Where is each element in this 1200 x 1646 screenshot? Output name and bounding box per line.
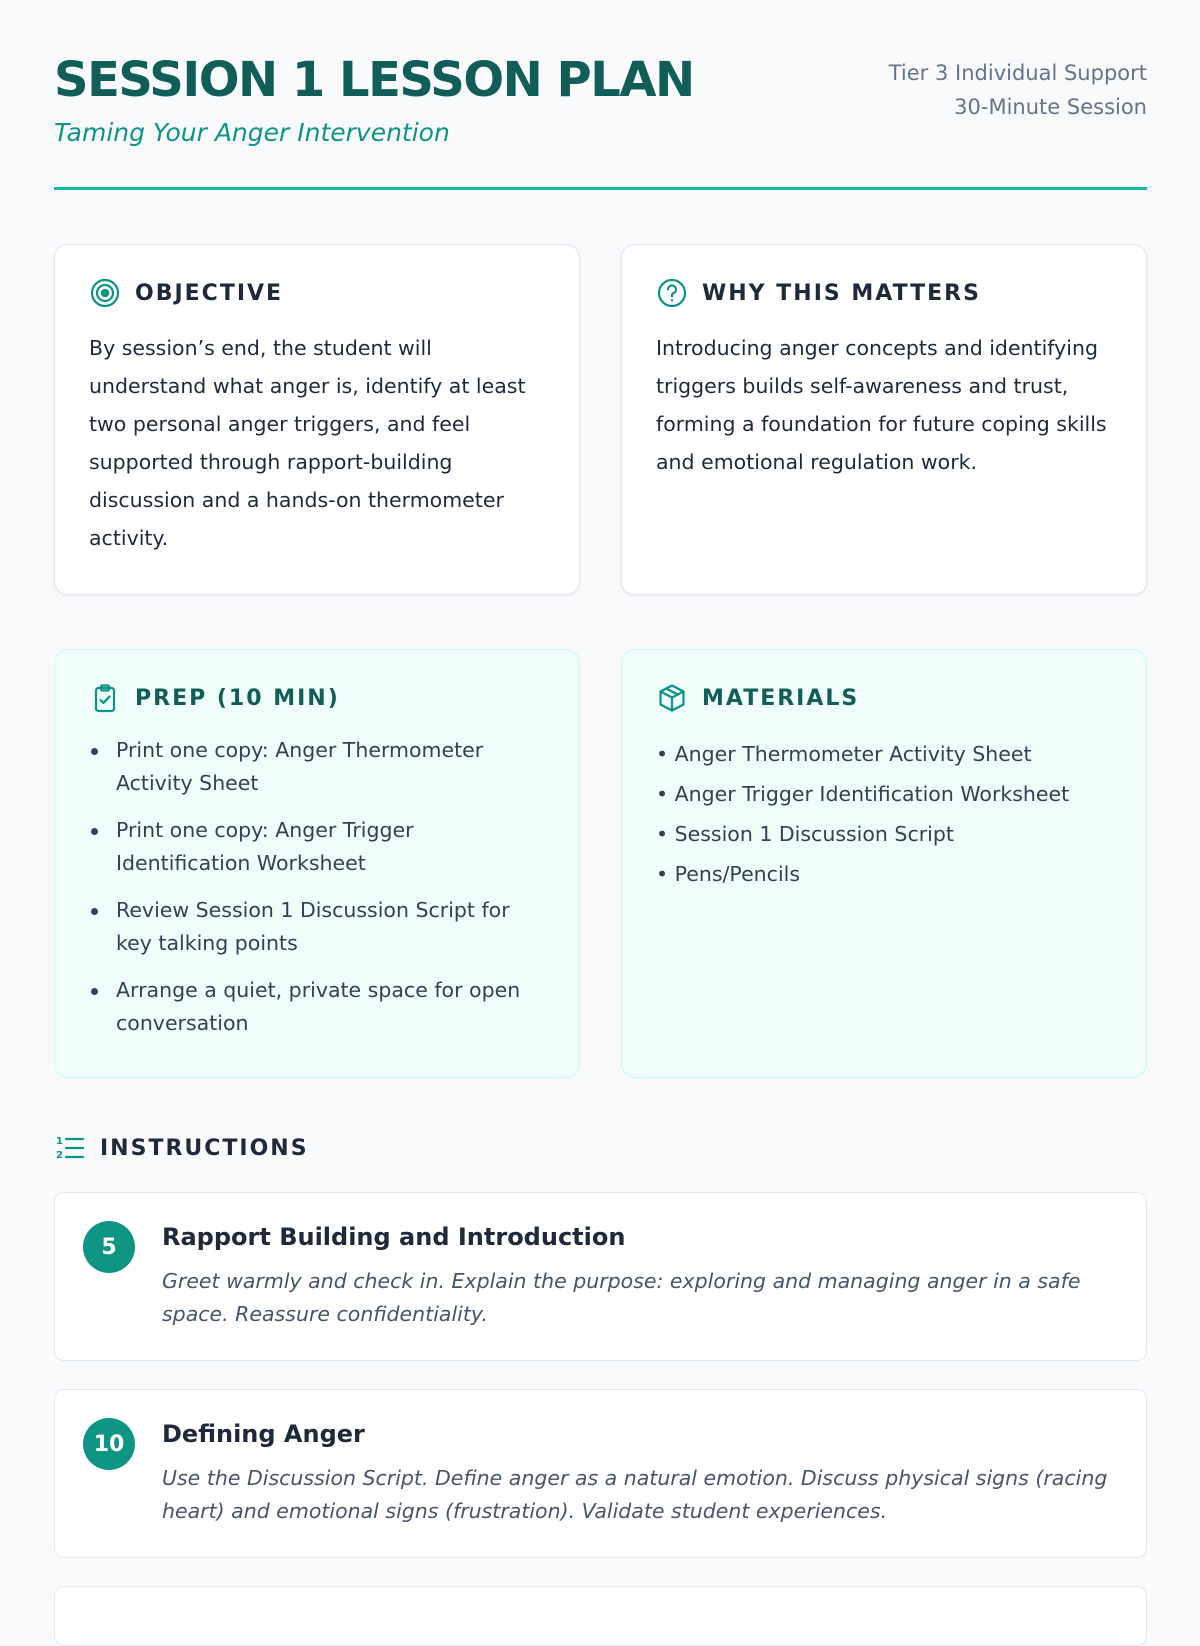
prep-item: Print one copy: Anger Trigger Identification Worksheet [89,814,545,880]
objective-title: OBJECTIVE [135,280,284,306]
materials-item: • Anger Thermometer Activity Sheet [656,742,1032,766]
prep-item: Arrange a quiet, private space for open conversation [89,974,545,1040]
svg-text:2: 2 [56,1150,63,1161]
materials-card [621,649,1147,1078]
page-title: SESSION 1 LESSON PLAN [54,52,694,108]
numbered-list-icon [54,1132,86,1164]
materials-item: • Session 1 Discussion Script [656,822,954,846]
prep-item: Print one copy: Anger Thermometer Activity Sheet [89,734,545,800]
prep-card [54,649,580,1078]
prep-header [89,682,545,714]
page-subtitle: Taming Your Anger Intervention [54,118,450,147]
objective-header [89,277,545,309]
materials-header [656,682,1112,714]
clipboard-check-icon [89,682,121,714]
instruction-step-partial [54,1586,1147,1646]
prep-list [89,734,545,1040]
instruction-step [54,1192,1147,1361]
tier-label: Tier 3 Individual Support [888,61,1147,85]
objective-card [54,244,580,595]
question-circle-icon [656,277,688,309]
instructions-header [54,1132,309,1164]
materials-item: • Anger Trigger Identification Worksheet [656,782,1070,806]
why-title: WHY THIS MATTERS [702,280,981,306]
step-minutes-badge: 10 [83,1418,135,1470]
why-card [621,244,1147,595]
target-icon [89,277,121,309]
package-icon [656,682,688,714]
materials-title: MATERIALS [702,685,860,711]
instructions-title: INSTRUCTIONS [100,1135,309,1161]
page-header [54,52,1147,190]
materials-list [656,734,1112,894]
prep-item: Review Session 1 Discussion Script for key talking points [89,894,545,960]
svg-text:1: 1 [56,1136,63,1147]
instruction-step [54,1389,1147,1558]
duration-label: 30-Minute Session [954,95,1147,119]
prep-title: PREP (10 MIN) [135,685,340,711]
step-title: Defining Anger [162,1420,365,1448]
session-meta [889,56,1147,124]
step-description: Use the Discussion Script. Define anger as a natural emotion. Discuss physical signs (racing heart) and emotional signs (frustration). Validate student experiences. [162,1466,1108,1523]
objective-text: By session’s end, the student will understand what anger is, identify at least two personal anger triggers, and feel supported through rapport-building discussion and a hands-on thermometer activity. [89,336,526,550]
why-header [656,277,1112,309]
why-text: Introducing anger concepts and identifying triggers builds self-awareness and trust, forming a foundation for future coping skills and emotional regulation work. [656,336,1107,474]
step-title: Rapport Building and Introduction [162,1223,626,1251]
step-minutes-badge: 5 [83,1221,135,1273]
materials-item: • Pens/Pencils [656,862,801,886]
step-description: Greet warmly and check in. Explain the purpose: exploring and managing anger in a safe space. Reassure confidentiality. [162,1269,1081,1326]
